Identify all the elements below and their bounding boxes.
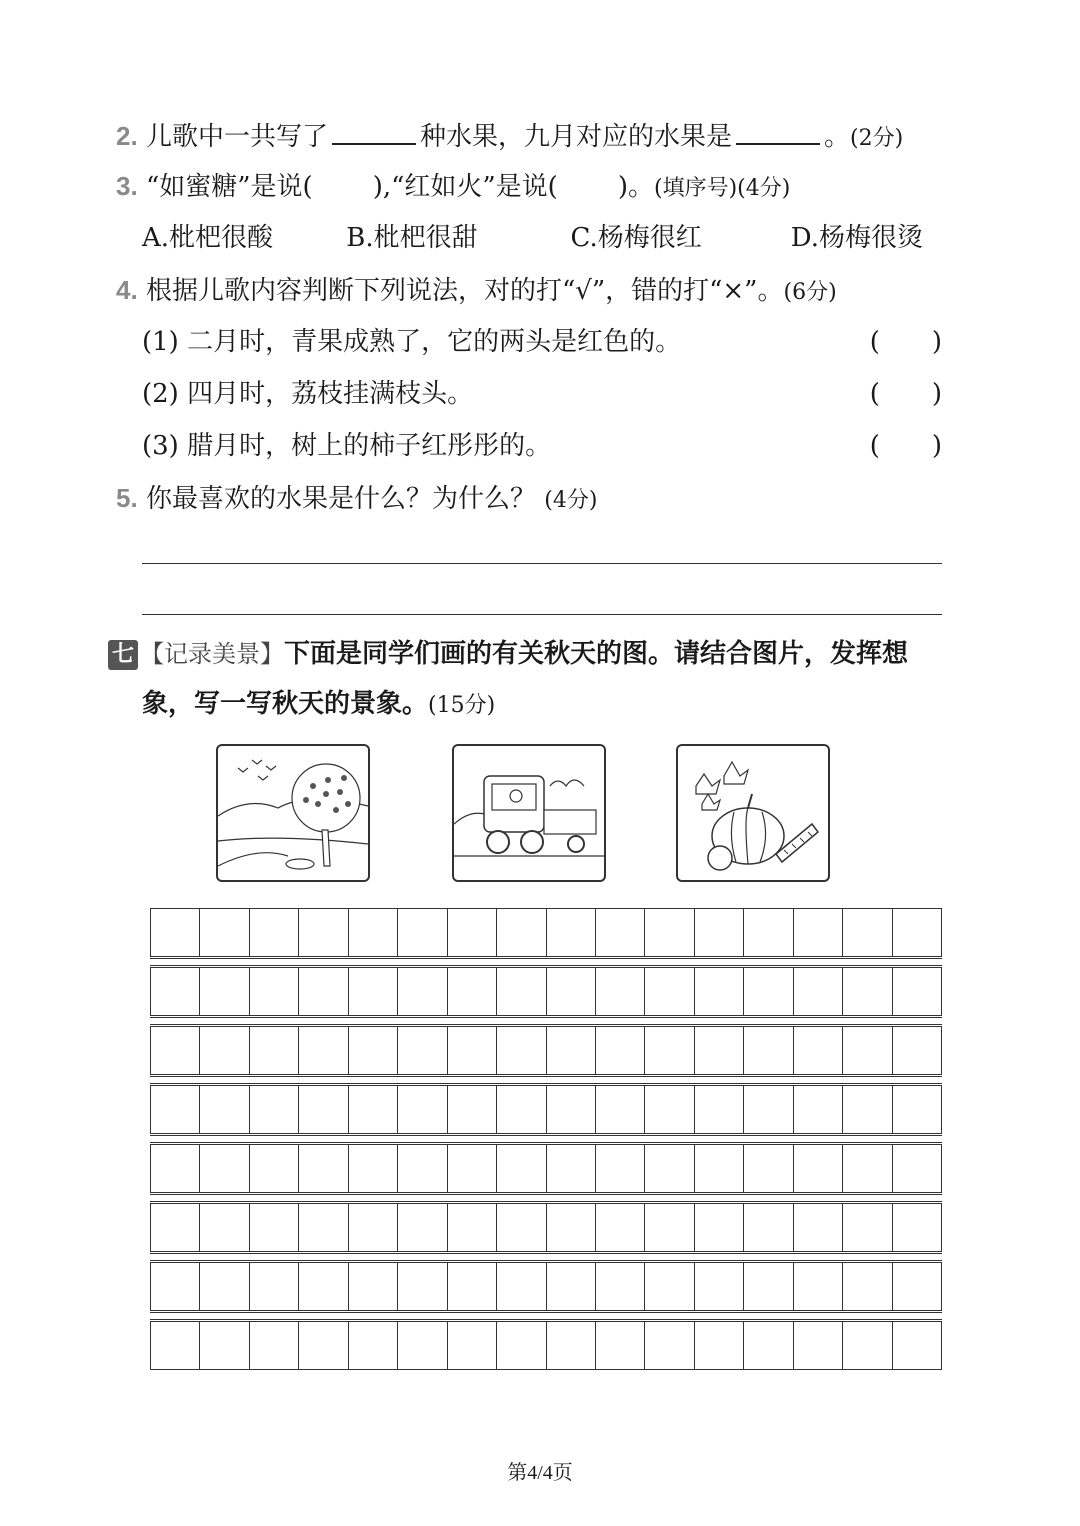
grid-separator	[150, 1017, 942, 1025]
grid-cell[interactable]	[546, 1145, 595, 1193]
grid-cell[interactable]	[497, 1086, 546, 1134]
question-text: 你最喜欢的水果是什么？为什么？	[145, 484, 536, 514]
grid-cell[interactable]	[892, 1027, 941, 1075]
grid-cell[interactable]	[892, 1322, 941, 1370]
harvest-picture	[676, 744, 830, 882]
answer-bracket[interactable]: ( )	[869, 327, 942, 357]
grid-cell[interactable]	[398, 1145, 447, 1193]
grid-cell[interactable]	[595, 1145, 644, 1193]
grid-cell[interactable]	[843, 968, 892, 1016]
grid-cell[interactable]	[694, 1322, 743, 1370]
grid-cell[interactable]	[645, 1086, 694, 1134]
grid-cell[interactable]	[249, 909, 298, 957]
grid-cell[interactable]	[744, 1322, 793, 1370]
grid-cell[interactable]	[892, 1263, 941, 1311]
grid-cell[interactable]	[843, 1322, 892, 1370]
grid-cell[interactable]	[200, 1027, 249, 1075]
question-number: 2.	[116, 121, 138, 151]
grid-cell[interactable]	[151, 909, 200, 957]
grid-cell[interactable]	[892, 1204, 941, 1252]
grid-cell[interactable]	[151, 1263, 200, 1311]
grid-row	[150, 1085, 942, 1134]
grid-cell[interactable]	[398, 1086, 447, 1134]
grid-cell[interactable]	[447, 1322, 496, 1370]
grid-cell[interactable]	[249, 1322, 298, 1370]
grid-cell[interactable]	[398, 1322, 447, 1370]
grid-cell[interactable]	[744, 1086, 793, 1134]
grid-cell[interactable]	[299, 1145, 348, 1193]
answer-blank[interactable]	[332, 117, 416, 145]
section-tag: 【记录美景】	[140, 640, 284, 668]
grid-cell[interactable]	[151, 968, 200, 1016]
grid-cell[interactable]	[793, 1263, 842, 1311]
judge-item	[142, 374, 942, 414]
grid-cell[interactable]	[744, 1263, 793, 1311]
grid-cell[interactable]	[645, 909, 694, 957]
grid-row	[150, 1321, 942, 1370]
grid-cell[interactable]	[348, 909, 397, 957]
grid-cell[interactable]	[694, 1027, 743, 1075]
page-footer: 第4/4页	[507, 1462, 573, 1484]
grid-separator	[150, 1312, 942, 1320]
score: (6分)	[783, 280, 837, 305]
grid-cell[interactable]	[497, 1322, 546, 1370]
grid-cell[interactable]	[595, 1204, 644, 1252]
question-2	[116, 116, 903, 159]
grid-cell[interactable]	[299, 909, 348, 957]
score: (15分)	[428, 693, 496, 718]
section-7-header	[108, 634, 908, 674]
question-number: 4.	[116, 275, 138, 305]
grid-cell[interactable]	[299, 1086, 348, 1134]
grid-cell[interactable]	[249, 1027, 298, 1075]
question-text: 种水果，九月对应的水果是	[419, 122, 732, 152]
grid-cell[interactable]	[299, 1204, 348, 1252]
grid-cell[interactable]	[793, 968, 842, 1016]
grid-cell[interactable]	[892, 968, 941, 1016]
question-text: 。	[823, 122, 850, 152]
grid-cell[interactable]	[497, 968, 546, 1016]
grid-cell[interactable]	[200, 1204, 249, 1252]
question-text: )。	[617, 172, 654, 202]
grid-cell[interactable]	[744, 909, 793, 957]
grid-cell[interactable]	[497, 1263, 546, 1311]
score: (填序号)(4分)	[653, 176, 791, 201]
question-number: 5.	[116, 483, 138, 513]
grid-cell[interactable]	[398, 1263, 447, 1311]
question-4	[116, 270, 837, 313]
grid-cell[interactable]	[744, 1204, 793, 1252]
question-text: “如蜜糖”是说(	[145, 172, 313, 202]
question-text: 根据儿歌内容判断下列说法，对的打“√”，错的打“×”。	[145, 276, 784, 306]
grid-cell[interactable]	[843, 1027, 892, 1075]
grid-cell[interactable]	[546, 909, 595, 957]
grid-cell[interactable]	[793, 1027, 842, 1075]
grid-cell[interactable]	[793, 1322, 842, 1370]
grid-cell[interactable]	[348, 1204, 397, 1252]
pumpkin-corn-drawing-icon	[678, 746, 828, 880]
grid-separator	[150, 1076, 942, 1084]
grid-cell[interactable]	[595, 1263, 644, 1311]
grid-cell[interactable]	[398, 1204, 447, 1252]
grid-cell[interactable]	[497, 1145, 546, 1193]
option-c: C.杨梅很红	[570, 223, 702, 253]
grid-row	[150, 1026, 942, 1075]
grid-cell[interactable]	[200, 1145, 249, 1193]
grid-cell[interactable]	[348, 1322, 397, 1370]
grid-cell[interactable]	[595, 1086, 644, 1134]
grid-cell[interactable]	[398, 909, 447, 957]
grid-cell[interactable]	[348, 1145, 397, 1193]
grid-cell[interactable]	[595, 968, 644, 1016]
grid-cell[interactable]	[694, 968, 743, 1016]
tractor-picture	[452, 744, 606, 882]
grid-cell[interactable]	[843, 909, 892, 957]
grid-cell[interactable]	[200, 968, 249, 1016]
grid-cell[interactable]	[793, 1145, 842, 1193]
grid-cell[interactable]	[793, 1086, 842, 1134]
question-number: 3.	[116, 171, 138, 201]
grid-cell[interactable]	[200, 1086, 249, 1134]
grid-cell[interactable]	[151, 1204, 200, 1252]
section-badge: 七	[108, 640, 138, 670]
tree-drawing-icon	[218, 746, 368, 880]
option-b: B.枇杷很甜	[346, 223, 478, 253]
grid-separator	[150, 1135, 942, 1143]
q3-options	[142, 218, 923, 258]
grid-cell[interactable]	[151, 1027, 200, 1075]
grid-cell[interactable]	[645, 968, 694, 1016]
autumn-tree-picture	[216, 744, 370, 882]
answer-bracket[interactable]: ( )	[869, 431, 942, 461]
judge-item	[142, 322, 942, 362]
answer-bracket[interactable]: ( )	[869, 379, 942, 409]
option-d: D.杨梅很烫	[790, 223, 923, 253]
grid-cell[interactable]	[447, 1027, 496, 1075]
grid-cell[interactable]	[398, 1027, 447, 1075]
grid-cell[interactable]	[151, 1086, 200, 1134]
grid-cell[interactable]	[694, 909, 743, 957]
grid-cell[interactable]	[200, 1322, 249, 1370]
grid-cell[interactable]	[249, 1086, 298, 1134]
grid-cell[interactable]	[595, 1027, 644, 1075]
grid-cell[interactable]	[299, 1322, 348, 1370]
grid-cell[interactable]	[694, 1263, 743, 1311]
section-instruction: 象，写一写秋天的景象。	[142, 689, 429, 719]
grid-cell[interactable]	[151, 1145, 200, 1193]
question-text: ),“红如火”是说(	[372, 172, 558, 202]
grid-cell[interactable]	[843, 1263, 892, 1311]
grid-cell[interactable]	[694, 1204, 743, 1252]
judge-text: (3) 腊月时，树上的柿子红彤彤的。	[142, 431, 552, 461]
section-instruction: 下面是同学们画的有关秋天的图。请结合图片，发挥想	[284, 639, 909, 669]
grid-cell[interactable]	[348, 1263, 397, 1311]
grid-cell[interactable]	[249, 968, 298, 1016]
judge-text: (1) 二月时，青果成熟了，它的两头是红色的。	[142, 327, 682, 357]
question-5	[116, 478, 597, 521]
grid-cell[interactable]	[645, 1204, 694, 1252]
grid-cell[interactable]	[546, 1027, 595, 1075]
grid-cell[interactable]	[299, 968, 348, 1016]
option-a: A.枇杷很酸	[142, 223, 274, 253]
judge-text: (2) 四月时，荔枝挂满枝头。	[142, 379, 474, 409]
grid-cell[interactable]	[151, 1322, 200, 1370]
grid-cell[interactable]	[793, 1204, 842, 1252]
grid-cell[interactable]	[892, 1145, 941, 1193]
grid-cell[interactable]	[447, 909, 496, 957]
grid-cell[interactable]	[645, 1027, 694, 1075]
grid-cell[interactable]	[546, 1322, 595, 1370]
grid-cell[interactable]	[744, 1145, 793, 1193]
grid-cell[interactable]	[447, 968, 496, 1016]
grid-cell[interactable]	[497, 909, 546, 957]
score: (2分)	[850, 126, 904, 151]
grid-row	[150, 908, 942, 957]
grid-cell[interactable]	[299, 1027, 348, 1075]
grid-cell[interactable]	[694, 1145, 743, 1193]
grid-row	[150, 1144, 942, 1193]
grid-cell[interactable]	[546, 968, 595, 1016]
grid-cell[interactable]	[744, 968, 793, 1016]
answer-line[interactable]	[142, 563, 942, 564]
grid-cell[interactable]	[447, 1204, 496, 1252]
grid-cell[interactable]	[595, 1322, 644, 1370]
grid-cell[interactable]	[546, 1263, 595, 1311]
grid-cell[interactable]	[645, 1145, 694, 1193]
score: (4分)	[544, 488, 598, 513]
grid-cell[interactable]	[892, 1086, 941, 1134]
grid-cell[interactable]	[398, 968, 447, 1016]
grid-cell[interactable]	[447, 1086, 496, 1134]
grid-cell[interactable]	[447, 1263, 496, 1311]
grid-cell[interactable]	[200, 1263, 249, 1311]
grid-cell[interactable]	[645, 1322, 694, 1370]
grid-cell[interactable]	[892, 909, 941, 957]
grid-cell[interactable]	[843, 1145, 892, 1193]
grid-separator	[150, 1253, 942, 1261]
grid-separator	[150, 1194, 942, 1202]
grid-cell[interactable]	[249, 1263, 298, 1311]
grid-cell[interactable]	[447, 1145, 496, 1193]
grid-cell[interactable]	[348, 1027, 397, 1075]
grid-cell[interactable]	[843, 1086, 892, 1134]
grid-cell[interactable]	[497, 1027, 546, 1075]
tractor-drawing-icon	[454, 746, 604, 880]
grid-cell[interactable]	[744, 1027, 793, 1075]
grid-cell[interactable]	[546, 1204, 595, 1252]
grid-cell[interactable]	[546, 1086, 595, 1134]
grid-cell[interactable]	[249, 1204, 298, 1252]
grid-row	[150, 1262, 942, 1311]
question-text: 儿歌中一共写了	[145, 122, 328, 152]
question-3	[116, 166, 790, 209]
section-7-line2	[142, 684, 495, 726]
answer-blank[interactable]	[736, 117, 820, 145]
grid-cell[interactable]	[694, 1086, 743, 1134]
grid-row	[150, 1203, 942, 1252]
answer-line[interactable]	[142, 614, 942, 615]
grid-separator	[150, 958, 942, 966]
grid-cell[interactable]	[843, 1204, 892, 1252]
grid-cell[interactable]	[249, 1145, 298, 1193]
grid-cell[interactable]	[645, 1263, 694, 1311]
judge-item	[142, 426, 942, 466]
grid-cell[interactable]	[793, 909, 842, 957]
grid-cell[interactable]	[348, 968, 397, 1016]
grid-cell[interactable]	[200, 909, 249, 957]
grid-cell[interactable]	[348, 1086, 397, 1134]
grid-row	[150, 967, 942, 1016]
grid-cell[interactable]	[299, 1263, 348, 1311]
grid-cell[interactable]	[497, 1204, 546, 1252]
grid-cell[interactable]	[595, 909, 644, 957]
